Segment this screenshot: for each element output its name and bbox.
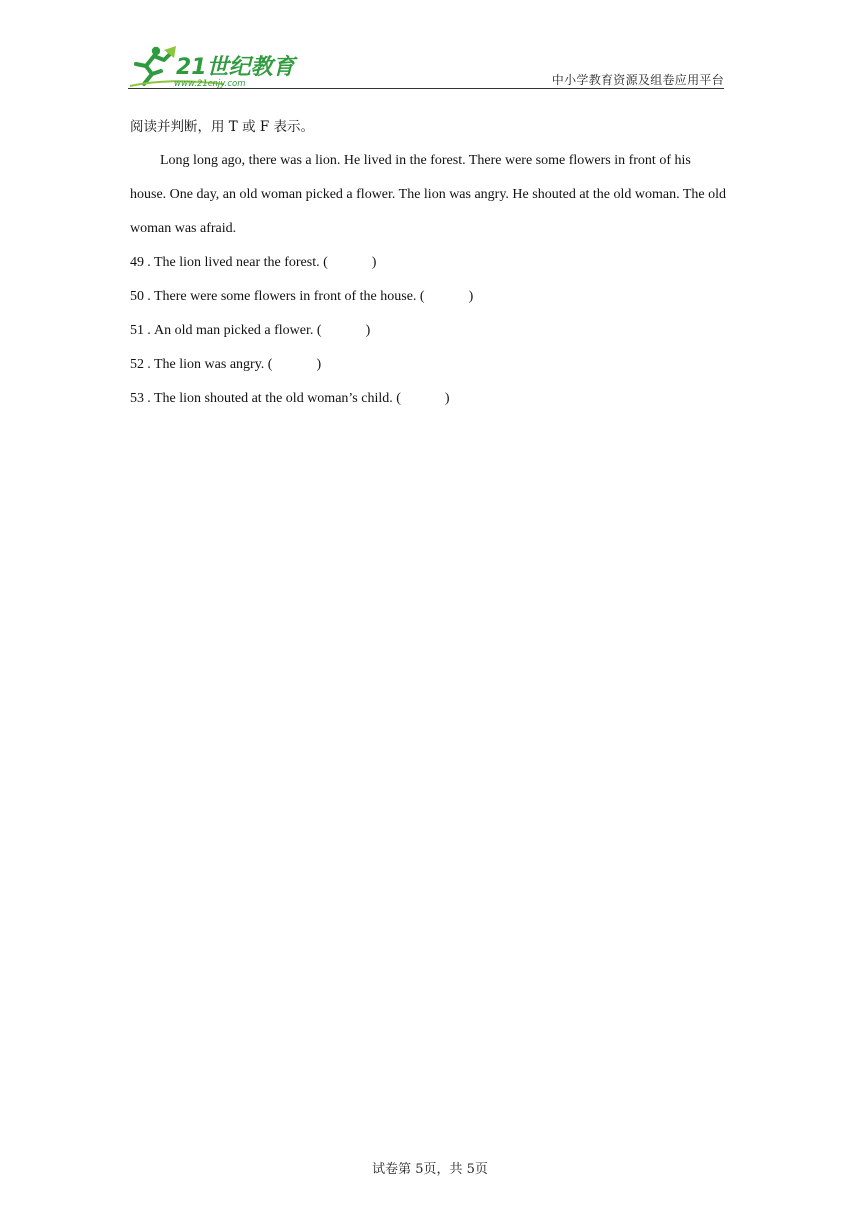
exam-content	[130, 114, 730, 416]
answer-close-paren: )	[444, 391, 450, 406]
answer-close-paren: )	[365, 323, 371, 338]
answer-open-paren: (	[323, 255, 328, 270]
question-list	[130, 246, 730, 416]
question-text: The lion lived near the forest.	[154, 255, 320, 270]
brand-logo	[128, 44, 298, 88]
header-tagline: 中小学教育资源及组卷应用平台	[551, 73, 724, 87]
question-item: 52 . The lion was angry. ( )	[130, 348, 730, 382]
question-number: 52	[130, 357, 144, 372]
question-number: 51	[130, 323, 144, 338]
question-text: The lion was angry.	[154, 357, 265, 372]
question-text: There were some flowers in front of the house.	[154, 289, 417, 304]
reading-passage: Long long ago, there was a lion. He lived in the forest. There were some flowers in front of his house. One day, an old woman picked a flower. The lion was angry. He shouted at the old woman. The old woman was afraid.	[130, 153, 727, 236]
answer-open-paren: (	[267, 357, 273, 372]
question-text: An old man picked a flower.	[154, 323, 314, 338]
page-header	[128, 40, 724, 90]
question-number: 53	[130, 391, 144, 406]
answer-close-paren: )	[371, 255, 377, 270]
runner-logo-icon	[128, 44, 298, 88]
question-item: 49 . The lion lived near the forest. ( )	[130, 246, 730, 280]
section-instruction: 阅读并判断，用 T 或 F 表示。	[130, 119, 315, 135]
question-item: 50 . There were some flowers in front of the house. ( )	[130, 280, 730, 314]
answer-open-paren: (	[316, 323, 322, 338]
answer-open-paren: (	[419, 289, 425, 304]
logo-title: 21世纪教育	[176, 55, 295, 80]
question-number: 49	[130, 255, 144, 270]
answer-close-paren: )	[316, 357, 322, 372]
question-text: The lion shouted at the old woman’s child.	[154, 391, 393, 406]
question-number: 50	[130, 289, 144, 304]
answer-open-paren: (	[396, 391, 401, 406]
header-divider	[128, 88, 724, 89]
answer-close-paren: )	[468, 289, 474, 304]
logo-url: www.21cnjy.com	[174, 79, 246, 88]
question-item: 51 . An old man picked a flower. ( )	[130, 314, 730, 348]
page-footer: 试卷第 5页，共 5页	[372, 1162, 488, 1177]
question-item: 53 . The lion shouted at the old woman’s child. ( )	[130, 382, 730, 416]
